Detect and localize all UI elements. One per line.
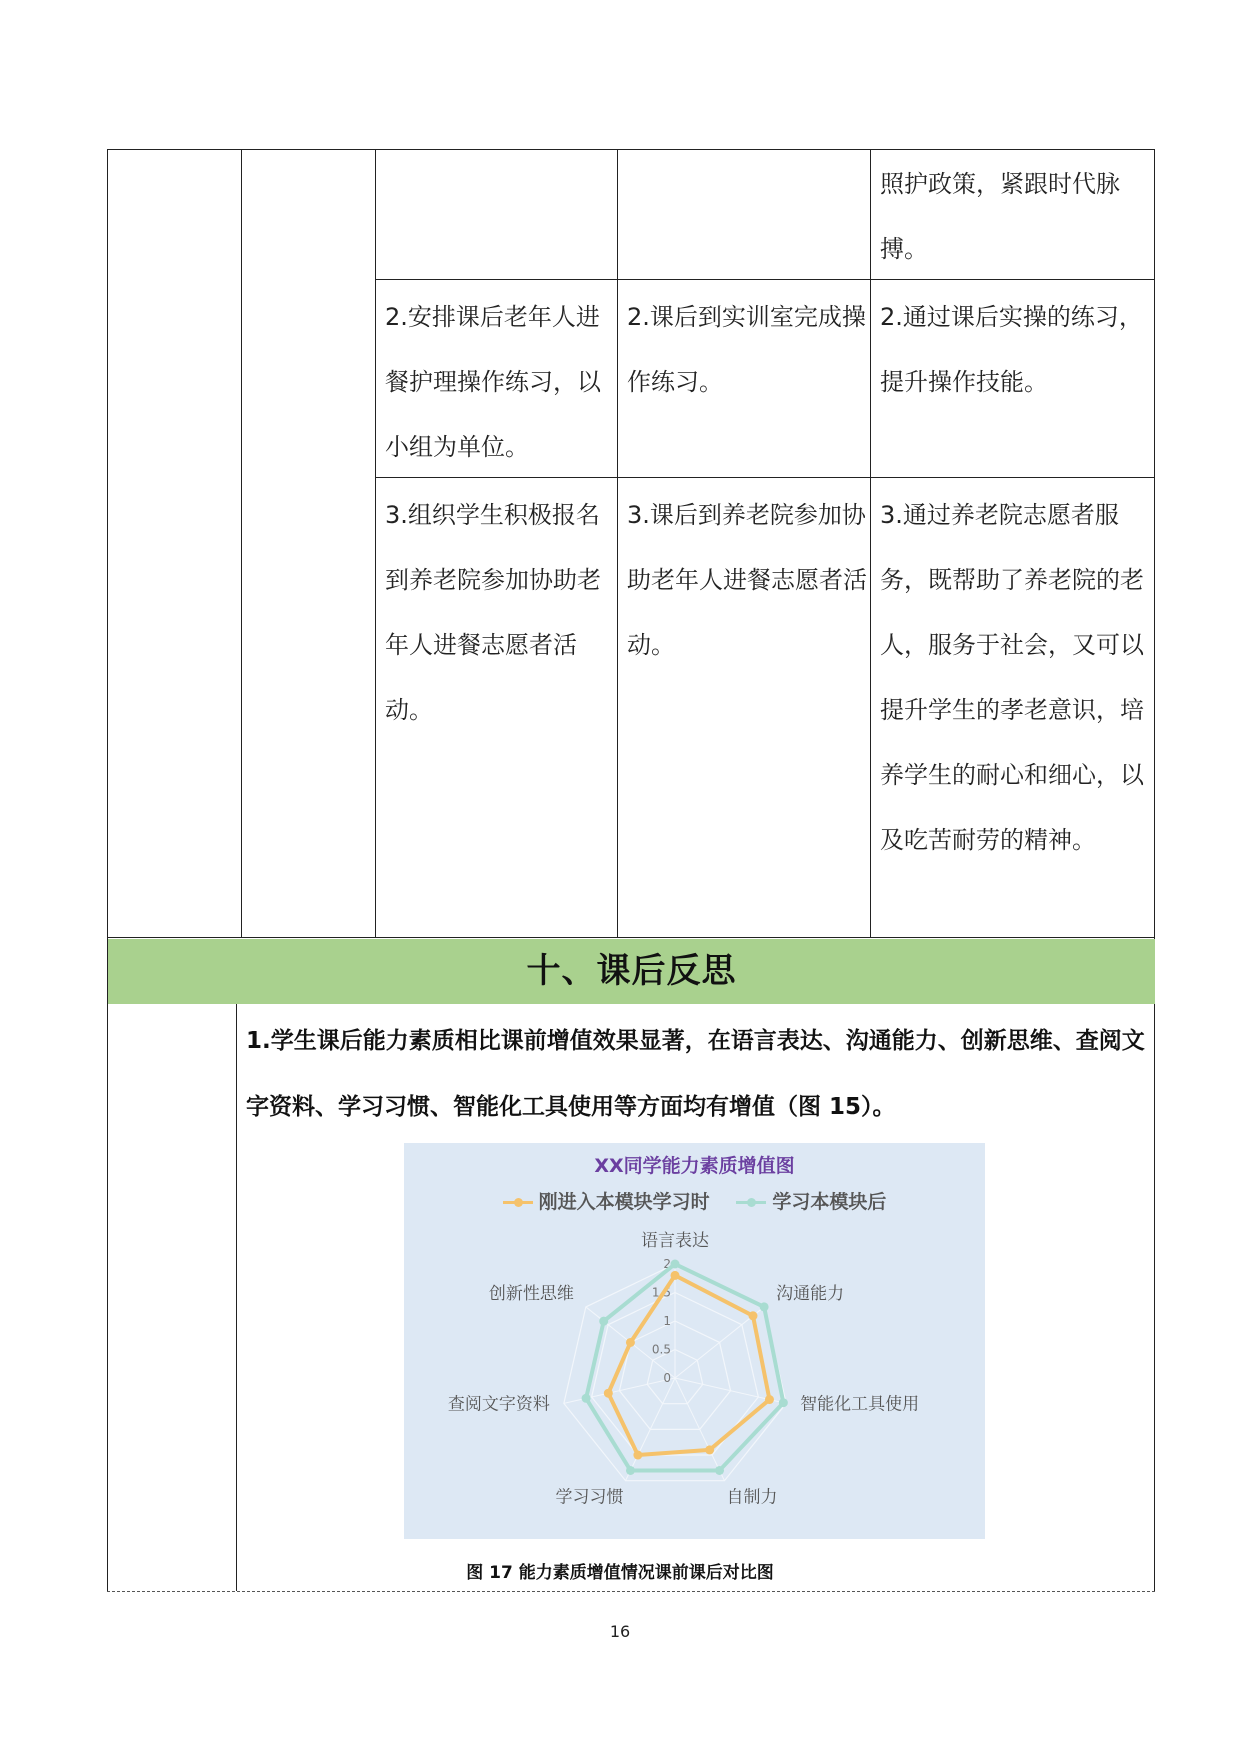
table-border-bottom xyxy=(107,1591,1155,1592)
category-label: 智能化工具使用 xyxy=(800,1394,920,1415)
figure-caption: 图 17 能力素质增值情况课前课后对比图 xyxy=(466,1563,774,1583)
series-point-1 xyxy=(599,1317,608,1326)
col-divider-lower xyxy=(236,1002,237,1591)
category-label: 查阅文字资料 xyxy=(447,1394,550,1415)
row2-col4-text: 2.课后到实训室完成操作练习。 xyxy=(627,303,866,396)
chart-title: XX同学能力素质增值图 xyxy=(594,1155,795,1177)
reflection-paragraph: 1.学生课后能力素质相比课前增值效果显著，在语言表达、沟通能力、创新思维、查阅文字资料、学习习惯、智能化工具使用等方面均有增值（图 15）。 xyxy=(246,1028,1145,1120)
row-divider-3 xyxy=(107,937,1155,938)
table-border-top xyxy=(107,149,1155,150)
category-label: 自制力 xyxy=(726,1487,778,1508)
series-point-0 xyxy=(748,1311,757,1320)
table-border-right xyxy=(1154,149,1155,1591)
series-point-1 xyxy=(626,1466,635,1475)
section-title: 十、课后反思 xyxy=(526,951,737,991)
category-label: 语言表达 xyxy=(641,1231,709,1251)
page-number: 16 xyxy=(609,1622,631,1641)
radar-spoke xyxy=(564,1378,675,1403)
series-line-0 xyxy=(608,1275,769,1455)
row3-col4-text: 3.课后到养老院参加协助老年人进餐志愿者活动。 xyxy=(627,501,867,659)
series-point-0 xyxy=(604,1389,613,1398)
legend-label-before: 刚进入本模块学习时 xyxy=(538,1191,710,1213)
category-label: 沟通能力 xyxy=(776,1283,845,1304)
row2-col3-text: 2.安排课后老年人进餐护理操作练习，以小组为单位。 xyxy=(385,303,601,461)
row2-col5-text: 2.通过课后实操的练习，提升操作技能。 xyxy=(880,303,1143,396)
row1-col5-text: 照护政策，紧跟时代脉搏。 xyxy=(880,170,1120,263)
radial-tick-label: 1 xyxy=(663,1314,671,1328)
radar-chart xyxy=(404,1143,985,1539)
col-divider-2 xyxy=(375,149,376,937)
row3-col3-text: 3.组织学生积极报名到养老院参加协助老年人进餐志愿者活动。 xyxy=(385,501,601,724)
col-divider-1 xyxy=(241,149,242,937)
radial-tick-label: 2 xyxy=(663,1257,671,1271)
legend-label-after: 学习本模块后 xyxy=(772,1191,887,1213)
series-point-0 xyxy=(626,1338,635,1347)
series-point-1 xyxy=(671,1260,680,1269)
row3-col5-text: 3.通过养老院志愿者服务，既帮助了养老院的老人，服务于社会，又可以提升学生的孝老意识，培养学生的耐心和细心，以及吃苦耐劳的精神。 xyxy=(880,501,1144,854)
col-divider-3 xyxy=(617,149,618,937)
radial-tick-label: 0 xyxy=(663,1371,671,1385)
col-divider-4 xyxy=(870,149,871,937)
series-point-1 xyxy=(779,1398,788,1407)
series-point-1 xyxy=(760,1302,769,1311)
radar-plot xyxy=(404,1143,985,1539)
series-point-1 xyxy=(582,1394,591,1403)
table-border-left xyxy=(107,149,108,1591)
category-label: 学习习惯 xyxy=(555,1487,624,1508)
series-point-0 xyxy=(633,1451,642,1460)
category-label: 创新性思维 xyxy=(488,1283,574,1304)
series-point-0 xyxy=(765,1395,774,1404)
radial-tick-label: 1.5 xyxy=(651,1285,671,1300)
series-line-1 xyxy=(586,1264,783,1470)
series-point-0 xyxy=(671,1271,680,1280)
series-point-1 xyxy=(715,1466,724,1475)
radial-tick-label: 0.5 xyxy=(651,1342,671,1357)
series-point-0 xyxy=(705,1445,714,1454)
section-header-band xyxy=(108,939,1155,1004)
